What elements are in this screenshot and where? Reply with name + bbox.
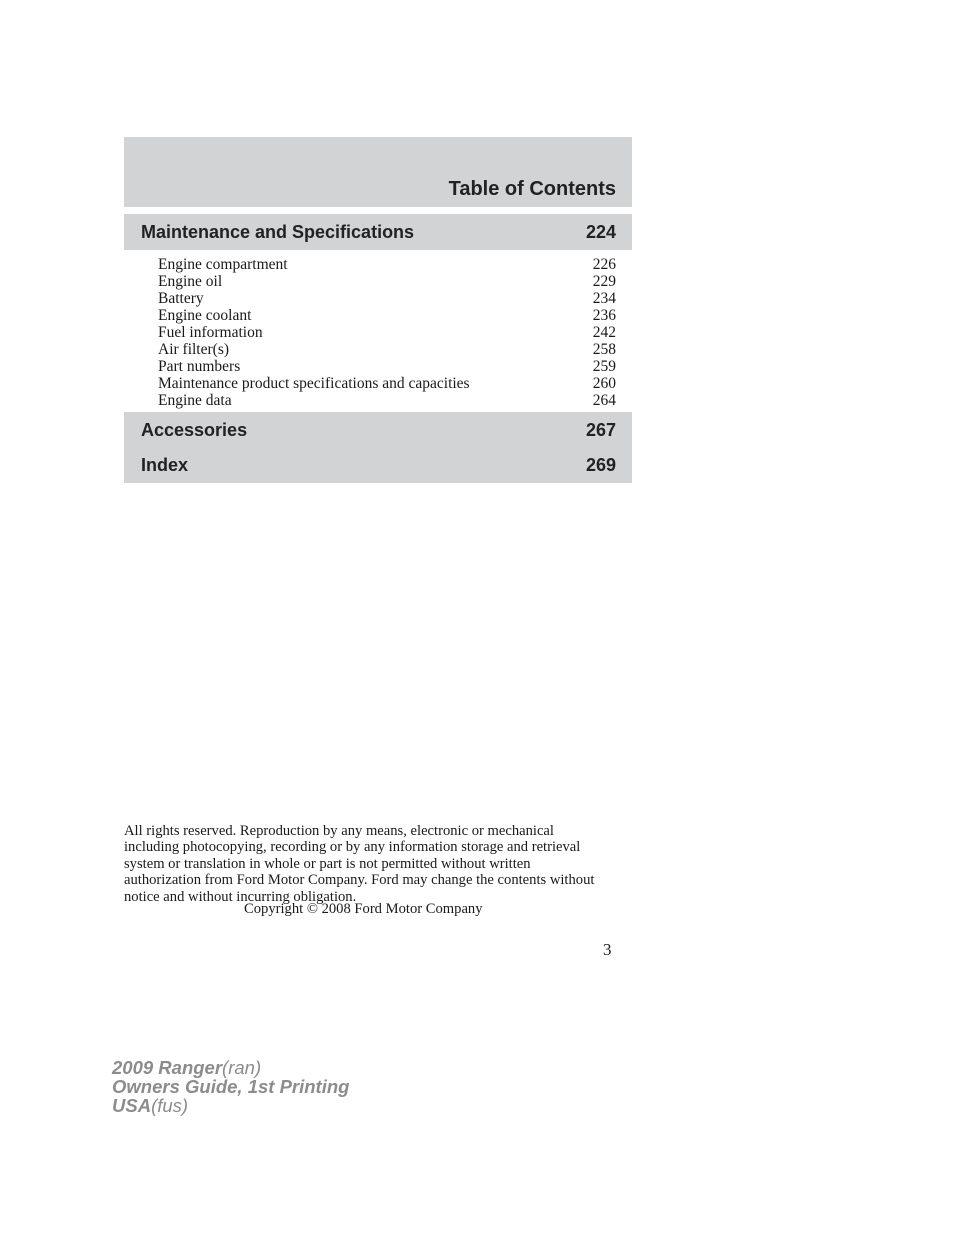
- toc-entry-label: Battery: [158, 290, 204, 307]
- page-title: Table of Contents: [448, 178, 616, 200]
- section-page-number: 269: [585, 455, 616, 475]
- toc-entry-air-filters[interactable]: [158, 341, 616, 358]
- toc-entry-label: Engine coolant: [158, 307, 252, 324]
- toc-entries-list: [158, 256, 616, 409]
- document-footer: [112, 1058, 349, 1115]
- toc-entry-page: 236: [592, 307, 616, 324]
- rights-notice-line: system or translation in whole or part is not permitted without written: [124, 855, 531, 872]
- toc-entry-engine-coolant[interactable]: [158, 307, 616, 324]
- rights-notice-line: notice and without incurring obligation.: [124, 888, 357, 905]
- toc-entry-label: Air filter(s): [158, 341, 230, 358]
- toc-entry-page: 226: [592, 256, 616, 273]
- toc-entry-page: 264: [592, 392, 616, 409]
- toc-entry-label: Engine compartment: [158, 256, 288, 273]
- toc-entry-engine-compartment[interactable]: [158, 256, 616, 273]
- toc-entry-label: Engine oil: [158, 273, 223, 290]
- footer-model: 2009 Ranger: [112, 1057, 223, 1078]
- section-label: Maintenance and Specifications: [141, 222, 415, 242]
- toc-entry-page: 259: [592, 358, 616, 375]
- toc-entry-page: 258: [592, 341, 616, 358]
- rights-notice-line: including photocopying, recording or by any information storage and retrieval: [124, 839, 581, 856]
- copyright-line: Copyright © 2008 Ford Motor Company: [244, 901, 483, 917]
- rights-notice: [124, 823, 634, 905]
- page-number: 3: [603, 940, 612, 959]
- toc-entry-fuel-information[interactable]: [158, 324, 616, 341]
- toc-entry-label: Engine data: [158, 392, 232, 409]
- toc-entry-engine-oil[interactable]: [158, 273, 616, 290]
- footer-line-edition: [112, 1077, 349, 1096]
- section-page-number: 224: [585, 222, 616, 242]
- section-page-number: 267: [585, 420, 616, 440]
- footer-market: USA: [112, 1095, 152, 1116]
- toc-entry-label: Fuel information: [158, 324, 263, 341]
- rights-notice-line: authorization from Ford Motor Company. Ford may change the contents without: [124, 872, 595, 889]
- toc-entry-battery[interactable]: [158, 290, 616, 307]
- section-label: Index: [141, 455, 189, 475]
- section-index[interactable]: [124, 447, 632, 483]
- section-accessories[interactable]: [124, 412, 632, 448]
- footer-model-code: (ran): [222, 1057, 262, 1078]
- footer-line-market: [112, 1096, 349, 1115]
- footer-market-code: (fus): [151, 1095, 189, 1116]
- section-label: Accessories: [141, 420, 248, 440]
- toc-entry-page: 229: [592, 273, 616, 290]
- rights-notice-line: All rights reserved. Reproduction by any means, electronic or mechanical: [124, 823, 554, 839]
- toc-entry-label: Part numbers: [158, 358, 241, 375]
- footer-edition: Owners Guide, 1st Printing: [112, 1076, 350, 1097]
- toc-entry-engine-data[interactable]: [158, 392, 616, 409]
- toc-entry-page: 242: [592, 324, 616, 341]
- toc-entry-maintenance-product-specifications[interactable]: [158, 375, 616, 392]
- toc-entry-page: 260: [592, 375, 616, 392]
- footer-line-model: [112, 1058, 349, 1077]
- section-maintenance-and-specifications[interactable]: [124, 214, 632, 250]
- header-band: [124, 137, 632, 207]
- toc-entry-page: 234: [592, 290, 616, 307]
- toc-entry-label: Maintenance product specifications and capacities: [158, 375, 470, 392]
- toc-entry-part-numbers[interactable]: [158, 358, 616, 375]
